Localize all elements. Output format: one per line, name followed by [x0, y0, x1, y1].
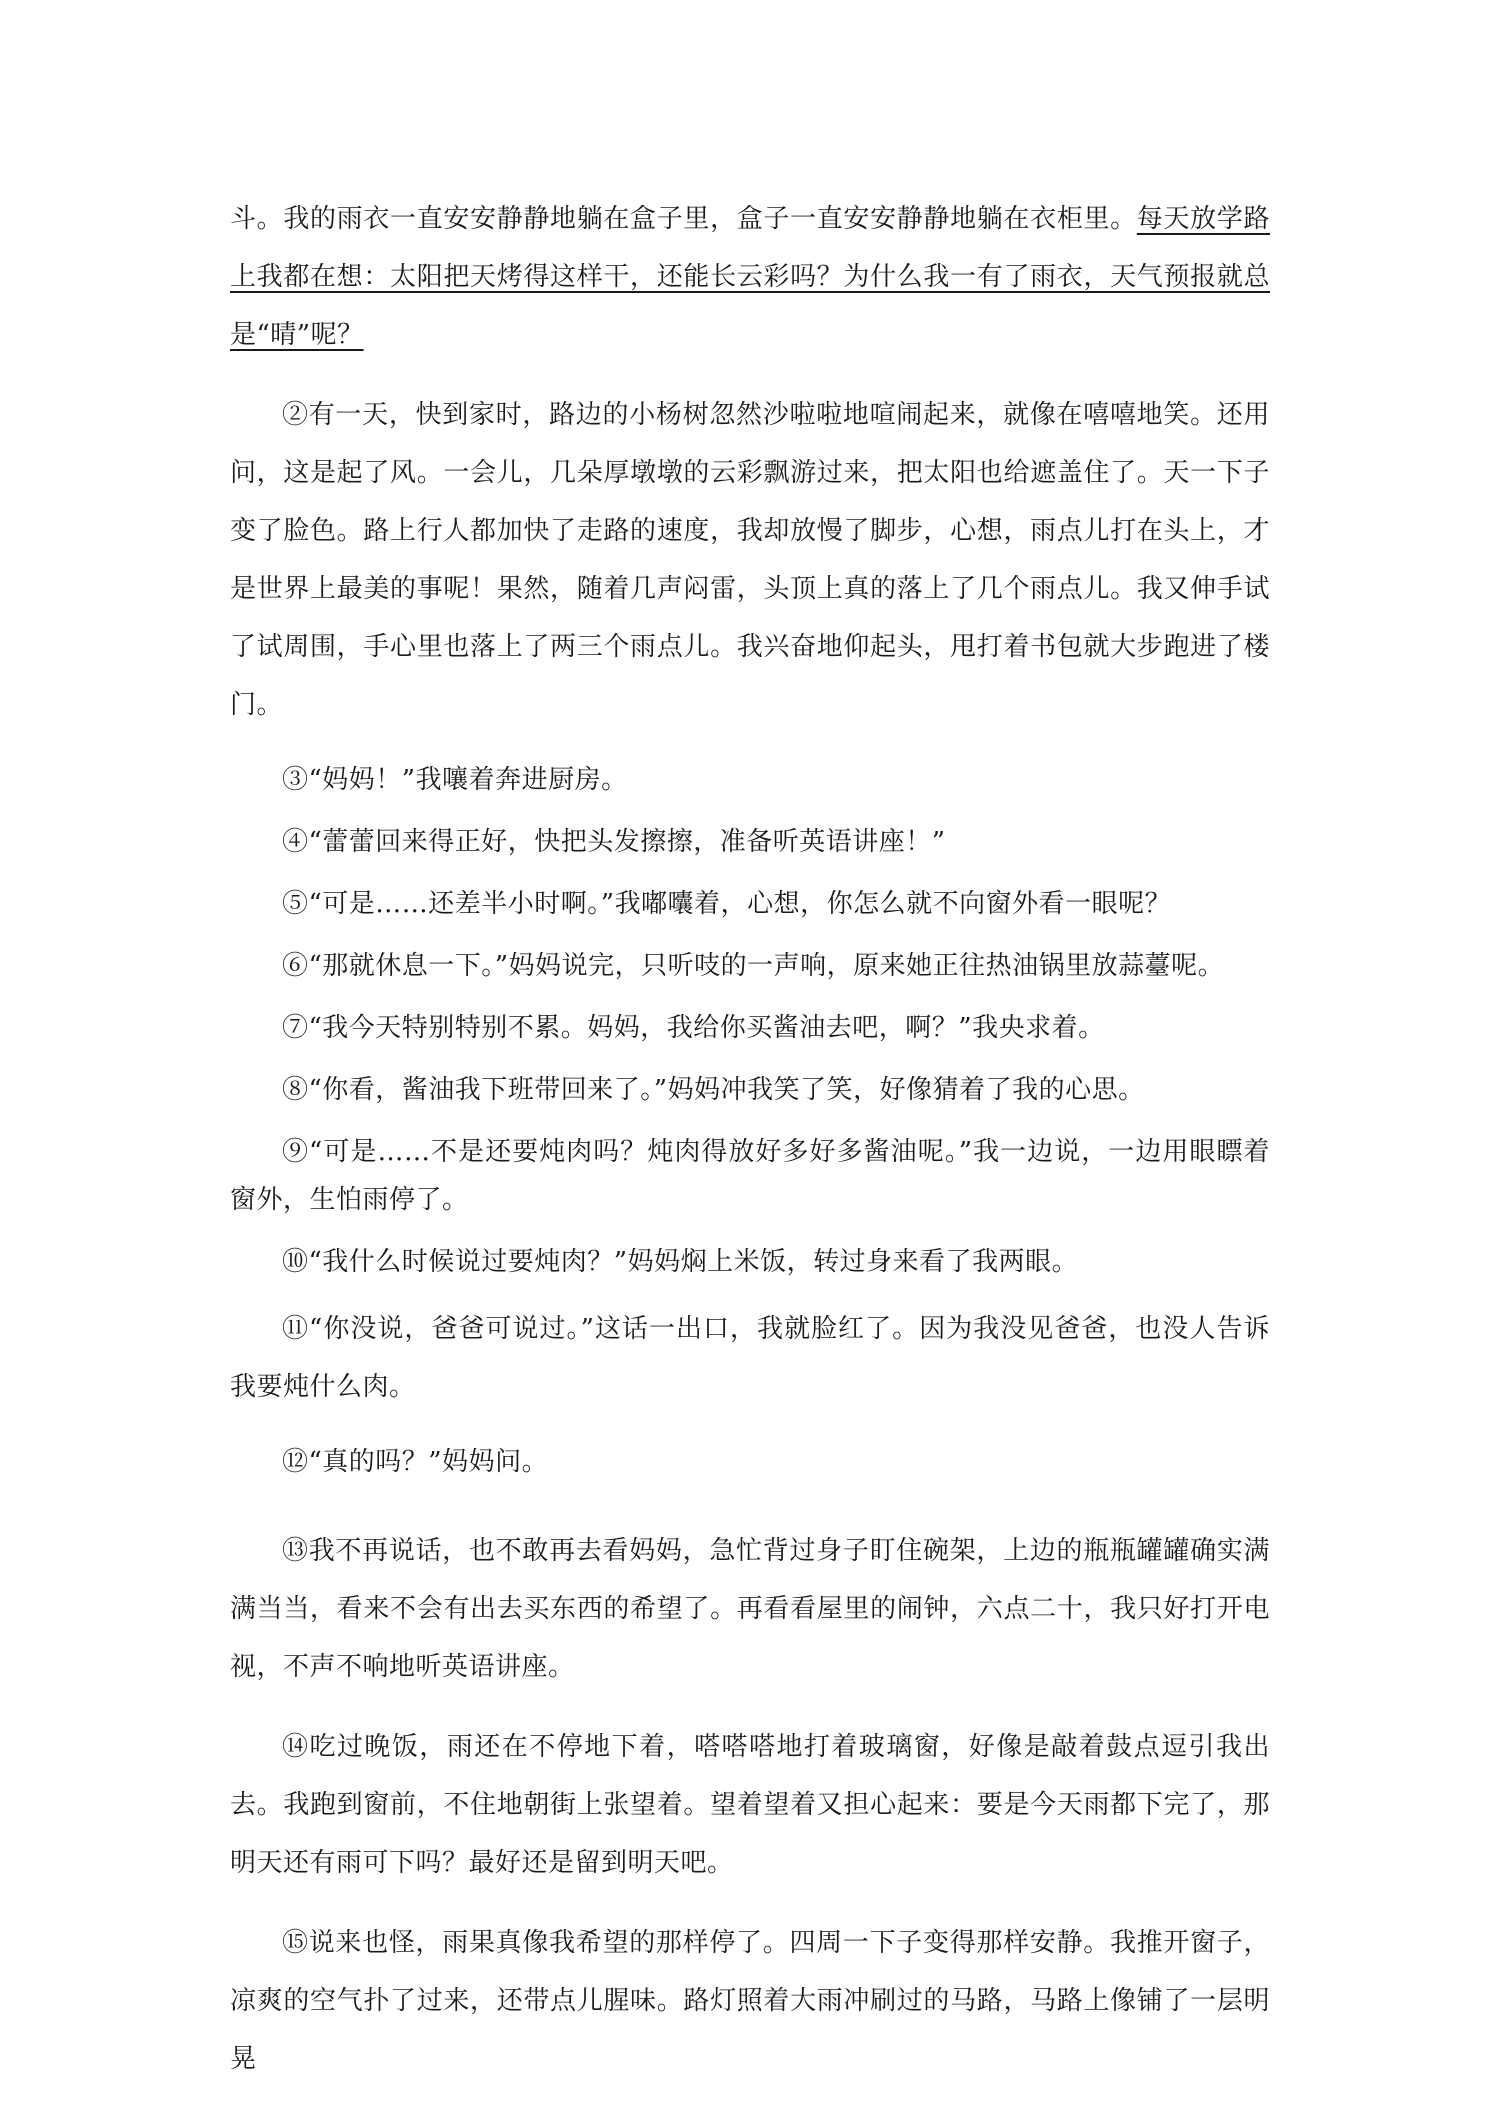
- paragraph-6: ⑥“那就休息一下。”妈妈说完，只听吱的一声响，原来她正往热油锅里放蒜薹呢。: [282, 951, 1225, 981]
- paragraph-9: ⑨“可是……不是还要炖肉吗？炖肉得放好多好多酱油呢。”我一边说，一边用眼瞟着窗外，生怕雨停了。: [230, 1137, 1270, 1215]
- paragraph-13: ⑬我不再说话，也不敢再去看妈妈，急忙背过身子盯住碗架，上边的瓶瓶罐罐确实满满当当，看来不会有出去买东西的希望了。再看看屋里的闹钟，六点二十，我只好打开电视，不声不响地听英语讲座。: [230, 1536, 1270, 1682]
- paragraph-7: ⑦“我今天特别特别不累。妈妈，我给你买酱油去吧，啊？”我央求着。: [282, 1013, 1105, 1043]
- paragraph-4: ④“蕾蕾回来得正好，快把头发擦擦，准备听英语讲座！”: [282, 827, 946, 857]
- paragraph-14: ⑭吃过晚饭，雨还在不停地下着，嗒嗒嗒地打着玻璃窗，好像是敲着鼓点逗引我出去。我跑到窗前，不住地朝街上张望着。望着望着又担心起来：要是今天雨都下完了，那明天还有雨可下吗？最好还是留到明天吧。: [230, 1732, 1270, 1878]
- paragraph-text: 斗。我的雨衣一直安安静静地躺在盒子里，盒子一直安安静静地躺在衣柜里。: [230, 204, 1137, 234]
- paragraph-continuation: [230, 190, 1270, 364]
- paragraph-15: ⑮说来也怪，雨果真像我希望的那样停了。四周一下子变得那样安静。我推开窗子，凉爽的空气扑了过来，还带点儿腥味。路灯照着大雨冲刷过的马路，马路上像铺了一层明晃: [230, 1928, 1270, 2074]
- paragraph-5: ⑤“可是……还差半小时啊。”我嘟囔着，心想，你怎么就不向窗外看一眼呢？: [282, 889, 1172, 919]
- underlined-sentence: 每天放学路上我都在想：太阳把天烤得这样干，还能长云彩吗？为什么我一有了雨衣，天气预报就总是“晴”呢？: [230, 204, 1270, 350]
- paragraph-3: ③“妈妈！”我嚷着奔进厨房。: [282, 765, 628, 795]
- paragraph-10: ⑩“我什么时候说过要炖肉？”妈妈焖上米饭，转过身来看了我两眼。: [282, 1247, 1079, 1277]
- paragraph-2: ②有一天，快到家时，路边的小杨树忽然沙啦啦地喧闹起来，就像在嘻嘻地笑。还用问，这是起了风。一会儿，几朵厚墩墩的云彩飘游过来，把太阳也给遮盖住了。天一下子变了脸色。路上行人都加快了走路的速度，我却放慢了脚步，心想，雨点儿打在头上，才是世界上最美的事呢！果然，随着几声闷雷，头顶上真的落上了几个雨点儿。我又伸手试了试周围，手心里也落上了两三个雨点儿。我兴奋地仰起头，甩打着书包就大步跑进了楼门。: [230, 400, 1270, 720]
- paragraph-12: ⑫“真的吗？”妈妈问。: [282, 1447, 549, 1477]
- document-page: [230, 190, 1270, 2110]
- paragraph-11: ⑪“你没说，爸爸可说过。”这话一出口，我就脸红了。因为我没见爸爸，也没人告诉我要炖什么肉。: [230, 1314, 1270, 1402]
- paragraph-8: ⑧“你看，酱油我下班带回来了。”妈妈冲我笑了笑，好像猜着了我的心思。: [282, 1075, 1145, 1105]
